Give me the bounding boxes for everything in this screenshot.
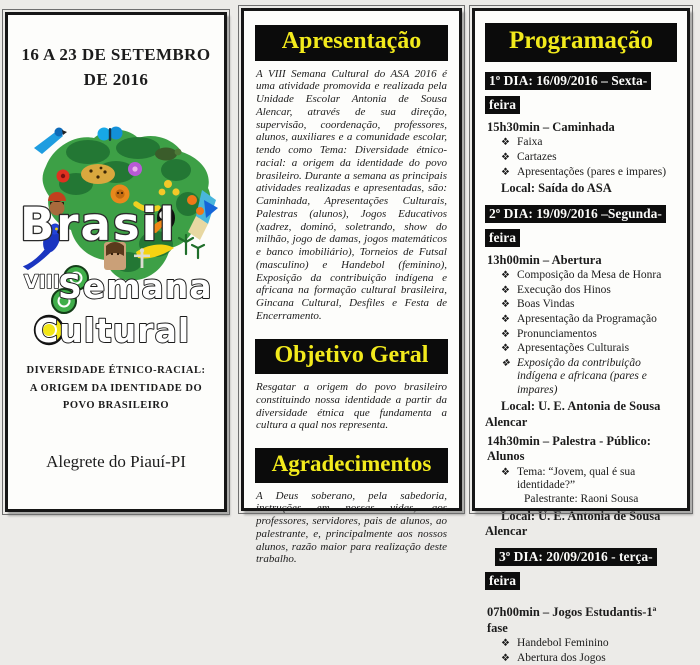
schedule-bullet-apresentacoes (501, 166, 677, 180)
bullet-text: Handebol Feminino (516, 637, 609, 650)
diamond-bullet-icon: ❖ (501, 270, 510, 282)
schedule-local-saida-asa: Local: Saída do ASA (501, 181, 612, 196)
diamond-bullet-icon: ❖ (501, 314, 510, 325)
day1-header-text: 1º DIA: 16/09/2016 – Sexta-feira (485, 72, 651, 114)
schedule-day3-header (485, 545, 677, 593)
schedule-bullet-mesa-honra (501, 269, 677, 283)
diamond-bullet-icon: ❖ (501, 284, 510, 296)
schedule-bullet-tema (501, 466, 677, 493)
agradecimentos-heading: Agradecimentos (255, 448, 448, 482)
logo-word-semana: Semana (58, 267, 213, 307)
schedule-bullet-apresentacao-programacao (501, 313, 677, 327)
bullet-text: Apresentações (pares e impares) (516, 165, 667, 178)
bullet-text: Exposição da contribuição indígena e africana (pares e impares) (516, 356, 647, 396)
diamond-bullet-icon: ❖ (501, 652, 510, 664)
diamond-bullet-icon: ❖ (501, 166, 510, 178)
bullet-text: Boas Vindas (516, 298, 575, 311)
purple-flower-icon (128, 162, 142, 176)
bullet-text: Cartazes (516, 150, 557, 163)
logo-word-cultural: Cultural (34, 311, 191, 351)
panel-cover (5, 12, 227, 512)
agradecimentos-body: A Deus soberano, pela sabedoria, instruções em nossas vidas, aos professores, servidores, pais de alunos, ao palestrante, e, principalmente aos nossos alunos, razão maior para realização deste trabalho. (256, 489, 447, 566)
collage-wordmark: Brasil (20, 198, 177, 252)
bullet-text: Apresentações Culturais (516, 342, 630, 355)
jaguar-icon (81, 164, 115, 184)
butterfly-icon (98, 127, 123, 142)
objetivo-geral-body: Resgatar a origem do povo brasileiro constituindo nossa identidade a partir da diversidade étnica que fundamenta a cultura a qual nos representa. (256, 381, 447, 432)
schedule-bullet-hinos (501, 284, 677, 298)
panel-schedule (472, 8, 690, 664)
bullet-text: Faixa (516, 136, 543, 149)
section-agradecimentos (255, 448, 448, 566)
semana-cultural-logo-svg (16, 254, 220, 350)
diamond-bullet-icon: ❖ (501, 357, 510, 369)
section-objetivo-geral (255, 339, 448, 433)
diamond-bullet-icon: ❖ (501, 151, 510, 163)
day3-header-text: 3º DIA: 20/09/2016 - terça-feira (485, 548, 657, 590)
schedule-bullet-cartazes (501, 151, 677, 165)
schedule-bullet-apresentacoes-culturais (501, 342, 677, 356)
schedule-bullet-abertura-jogos (501, 652, 677, 665)
schedule-bullet-exposicao (501, 357, 677, 398)
logo-roman-numeral: VIII (24, 271, 60, 294)
objetivo-geral-heading: Objetivo Geral (255, 339, 448, 375)
schedule-time-jogos: 07h00min – Jogos Estudantis-1ª fase (487, 605, 657, 635)
semana-cultural-logo (16, 254, 216, 350)
schedule-time-caminhada: 15h30min – Caminhada (487, 119, 615, 134)
apresentacao-body: A VIII Semana Cultural do ASA 2016 é uma atividade promovida e realizada pela Unidade Escolar Antonia de Sousa Alencar, através de sua direção, supervisão, coordenação, professores, alunos, auxiliares e a comunidade escolar, tendo como Tema: Diversidade étnico-racial: a origem da identidade do povo brasileiro. Durante a semana as principais atividades realizadas e apresentadas, são: Caminhada, Apresentações Culturais, Palestras (alunos), Jogos Educativos (xadrez, dominó, soletrando, show do milhão, jogo de damas, jogos matemáticos e banco imobiliário), Torneios de Futsal (masculino) e Handebol (feminino), Exposição da contribuição indígena e africana na formação cultural brasileira, Gincana Cultural, Desfiles e Festa de Encerramento. (256, 67, 447, 322)
cover-city: Alegrete do Piauí-PI (46, 452, 186, 472)
schedule-time-abertura: 13h00min – Abertura (487, 252, 602, 267)
bullet-text: Abertura dos Jogos (516, 651, 606, 664)
schedule-local-ue-antonia-2: Local: U. E. Antonia de Sousa Alencar (485, 508, 661, 539)
bullet-text: Execução dos Hinos (516, 283, 611, 296)
bullet-text: Tema: “Jovem, qual é sua identidade?” (516, 465, 636, 492)
cover-subtitle-line1: DIVERSIDADE ÉTNICO-RACIAL: (26, 365, 206, 377)
red-flower-icon (57, 170, 70, 183)
diamond-bullet-icon: ❖ (501, 466, 510, 478)
bullet-text: Apresentação da Programação (516, 313, 657, 325)
schedule-palestrante: Palestrante: Raoni Sousa (524, 493, 639, 505)
schedule-bullet-faixa (501, 136, 677, 150)
section-apresentacao (255, 25, 448, 323)
diamond-bullet-icon: ❖ (501, 638, 510, 650)
cover-subtitle-line2: A ORIGEM DA IDENTIDADE DO POVO BRASILEIRO (29, 382, 203, 411)
schedule-bullet-pronunciamentos (501, 328, 677, 342)
diamond-bullet-icon: ❖ (501, 343, 510, 355)
panel-presentation (241, 8, 462, 566)
programacao-heading: Programação (485, 23, 677, 62)
bullet-text: Pronunciamentos (516, 327, 597, 340)
schedule-time-palestra: 14h30min – Palestra - Público: Alunos (487, 433, 651, 464)
apresentacao-heading: Apresentação (255, 25, 448, 61)
diamond-bullet-icon: ❖ (501, 328, 510, 340)
schedule-day1-header (485, 69, 677, 117)
schedule-local-ue-antonia-1: Local: U. E. Antonia de Sousa Alencar (485, 399, 661, 429)
schedule-bullet-boas-vindas (501, 298, 677, 312)
schedule-bullet-handebol (501, 637, 677, 651)
cover-title: 16 A 23 DE SETEMBRO DE 2016 (21, 45, 211, 89)
bullet-text: Composição da Mesa de Honra (516, 269, 662, 282)
diamond-bullet-icon: ❖ (501, 299, 510, 311)
diamond-bullet-icon: ❖ (501, 137, 510, 149)
day2-header-text: 2º DIA: 19/09/2016 –Segunda-feira (485, 205, 666, 247)
schedule-day2-header (485, 202, 677, 250)
